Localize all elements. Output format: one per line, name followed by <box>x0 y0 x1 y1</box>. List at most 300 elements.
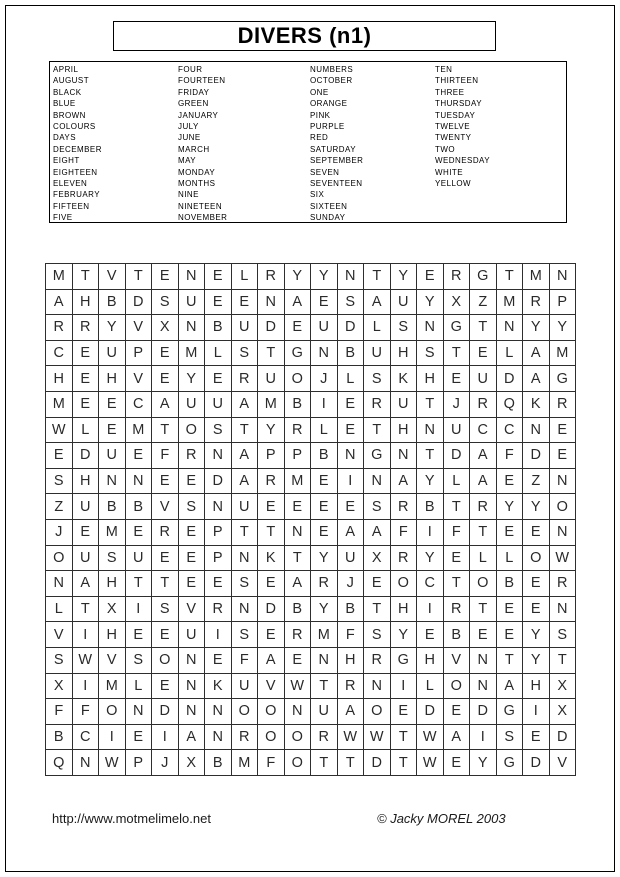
grid-cell: T <box>470 520 497 546</box>
grid-cell: G <box>497 750 524 776</box>
grid-cell: Q <box>46 750 73 776</box>
grid-cell: S <box>338 290 365 316</box>
grid-cell: E <box>285 494 312 520</box>
grid-cell: E <box>205 648 232 674</box>
word-item: DECEMBER <box>53 144 102 154</box>
grid-cell: U <box>311 315 338 341</box>
grid-cell: S <box>364 494 391 520</box>
word-item: TWO <box>435 144 456 154</box>
grid-cell: H <box>46 366 73 392</box>
grid-cell: S <box>46 469 73 495</box>
word-item: MONDAY <box>178 167 216 177</box>
word-item: SUNDAY <box>310 213 346 223</box>
grid-cell: U <box>470 366 497 392</box>
word-list-column <box>435 64 490 189</box>
grid-cell: L <box>364 315 391 341</box>
grid-cell: E <box>152 469 179 495</box>
grid-cell: C <box>497 418 524 444</box>
grid-cell: W <box>285 674 312 700</box>
word-item: PURPLE <box>310 122 345 132</box>
word-item: GREEN <box>178 99 209 109</box>
grid-cell: A <box>497 674 524 700</box>
grid-cell: S <box>179 494 206 520</box>
grid-cell: R <box>391 494 418 520</box>
grid-cell: R <box>46 315 73 341</box>
grid-cell: E <box>152 366 179 392</box>
grid-cell: S <box>391 315 418 341</box>
grid-cell: E <box>258 571 285 597</box>
grid-cell: A <box>285 290 312 316</box>
grid-cell: C <box>73 725 100 751</box>
grid-cell: A <box>285 571 312 597</box>
grid-cell: E <box>311 494 338 520</box>
grid-cell: T <box>444 341 471 367</box>
grid-cell: N <box>126 699 153 725</box>
word-item: THURSDAY <box>435 99 483 109</box>
grid-cell: T <box>126 264 153 290</box>
grid-cell: Y <box>391 622 418 648</box>
grid-cell: Y <box>391 264 418 290</box>
grid-cell: E <box>338 494 365 520</box>
grid-cell: T <box>232 418 259 444</box>
grid-cell: B <box>205 315 232 341</box>
grid-cell: T <box>391 725 418 751</box>
word-list-box <box>49 61 567 223</box>
grid-cell: L <box>497 341 524 367</box>
grid-cell: E <box>311 469 338 495</box>
grid-cell: P <box>258 443 285 469</box>
word-item: FIFTEEN <box>53 201 90 211</box>
grid-cell: Y <box>523 315 550 341</box>
grid-cell: N <box>46 571 73 597</box>
word-item: AUGUST <box>53 76 90 86</box>
grid-cell: Y <box>311 264 338 290</box>
grid-cell: K <box>391 366 418 392</box>
page-title: DIVERS (n1) <box>237 23 372 48</box>
grid-cell: R <box>550 392 577 418</box>
grid-cell: A <box>364 290 391 316</box>
grid-cell: A <box>523 366 550 392</box>
grid-cell: B <box>46 725 73 751</box>
grid-cell: D <box>364 750 391 776</box>
grid-cell: R <box>364 648 391 674</box>
grid-cell: F <box>497 443 524 469</box>
word-item: ONE <box>310 87 329 97</box>
word-item: SEPTEMBER <box>310 156 364 166</box>
grid-cell: E <box>126 443 153 469</box>
grid-cell: E <box>179 571 206 597</box>
grid-cell: B <box>285 392 312 418</box>
grid-cell: J <box>311 366 338 392</box>
word-item: ORANGE <box>310 99 348 109</box>
grid-cell: N <box>258 290 285 316</box>
grid-cell: R <box>470 392 497 418</box>
grid-cell: D <box>338 315 365 341</box>
grid-cell: N <box>364 674 391 700</box>
grid-cell: E <box>232 290 259 316</box>
grid-cell: L <box>338 366 365 392</box>
grid-cell: U <box>232 674 259 700</box>
grid-cell: B <box>205 750 232 776</box>
grid-cell: E <box>258 494 285 520</box>
grid-cell: Y <box>550 315 577 341</box>
grid-cell: P <box>285 443 312 469</box>
grid-cell: G <box>364 443 391 469</box>
grid-cell: O <box>179 418 206 444</box>
grid-cell: I <box>73 674 100 700</box>
grid-cell: N <box>205 494 232 520</box>
word-item: FEBRUARY <box>53 190 101 200</box>
grid-cell: A <box>232 469 259 495</box>
grid-cell: T <box>73 597 100 623</box>
grid-cell: Z <box>523 469 550 495</box>
word-item: NINE <box>178 190 199 200</box>
grid-cell: U <box>179 622 206 648</box>
grid-cell: E <box>152 341 179 367</box>
word-item: WHITE <box>435 167 464 177</box>
word-item: OCTOBER <box>310 76 353 86</box>
grid-cell: E <box>470 622 497 648</box>
grid-cell: E <box>73 366 100 392</box>
grid-cell: E <box>523 571 550 597</box>
grid-cell: T <box>497 648 524 674</box>
grid-cell: G <box>470 264 497 290</box>
grid-cell: N <box>497 315 524 341</box>
grid-cell: H <box>391 341 418 367</box>
grid-cell: R <box>311 725 338 751</box>
grid-cell: W <box>338 725 365 751</box>
grid-cell: A <box>232 443 259 469</box>
grid-cell: Z <box>46 494 73 520</box>
grid-cell: O <box>46 546 73 572</box>
grid-cell: L <box>232 264 259 290</box>
grid-cell: V <box>258 674 285 700</box>
grid-cell: P <box>205 520 232 546</box>
grid-cell: E <box>258 622 285 648</box>
grid-cell: F <box>232 648 259 674</box>
grid-cell: T <box>364 264 391 290</box>
grid-cell: T <box>550 648 577 674</box>
grid-cell: V <box>152 494 179 520</box>
grid-cell: O <box>285 750 312 776</box>
grid-cell: E <box>46 443 73 469</box>
grid-cell: C <box>470 418 497 444</box>
grid-cell: M <box>258 392 285 418</box>
grid-cell: L <box>73 418 100 444</box>
word-item: EIGHT <box>53 156 80 166</box>
grid-cell: V <box>46 622 73 648</box>
grid-cell: M <box>497 290 524 316</box>
grid-cell: H <box>391 597 418 623</box>
grid-cell: N <box>550 597 577 623</box>
grid-cell: L <box>417 674 444 700</box>
grid-cell: E <box>444 750 471 776</box>
grid-cell: A <box>258 648 285 674</box>
grid-cell: D <box>126 290 153 316</box>
grid-cell: T <box>417 392 444 418</box>
word-item: TWENTY <box>435 133 472 143</box>
grid-cell: D <box>550 725 577 751</box>
grid-cell: Y <box>311 597 338 623</box>
grid-cell: E <box>152 674 179 700</box>
grid-cell: S <box>99 546 126 572</box>
word-item: COLOURS <box>53 122 96 132</box>
grid-cell: E <box>285 315 312 341</box>
grid-cell: O <box>258 725 285 751</box>
grid-cell: T <box>73 264 100 290</box>
grid-cell: E <box>497 622 524 648</box>
grid-cell: D <box>258 597 285 623</box>
grid-cell: H <box>99 622 126 648</box>
grid-cell: B <box>285 597 312 623</box>
grid-cell: Y <box>523 622 550 648</box>
grid-cell: T <box>258 520 285 546</box>
grid-cell: U <box>205 392 232 418</box>
grid-cell: A <box>444 725 471 751</box>
word-list-column <box>53 64 102 224</box>
grid-cell: D <box>444 443 471 469</box>
grid-cell: J <box>152 750 179 776</box>
grid-cell: E <box>152 264 179 290</box>
grid-cell: D <box>258 315 285 341</box>
grid-cell: E <box>338 418 365 444</box>
grid-cell: I <box>391 674 418 700</box>
word-item: YELLOW <box>435 179 472 189</box>
word-item: SEVENTEEN <box>310 179 363 189</box>
grid-cell: N <box>338 443 365 469</box>
grid-cell: T <box>338 750 365 776</box>
grid-cell: W <box>364 725 391 751</box>
grid-cell: E <box>444 546 471 572</box>
grid-cell: X <box>46 674 73 700</box>
grid-cell: S <box>232 341 259 367</box>
grid-cell: L <box>126 674 153 700</box>
grid-cell: B <box>338 341 365 367</box>
grid-cell: N <box>179 648 206 674</box>
grid-cell: N <box>232 597 259 623</box>
word-item: NOVEMBER <box>178 213 228 223</box>
word-item: MONTHS <box>178 179 216 189</box>
grid-cell: I <box>417 597 444 623</box>
grid-cell: S <box>232 622 259 648</box>
grid-cell: U <box>258 366 285 392</box>
grid-cell: E <box>497 597 524 623</box>
grid-cell: F <box>258 750 285 776</box>
grid-cell: G <box>550 366 577 392</box>
grid-cell: A <box>338 520 365 546</box>
grid-cell: U <box>232 315 259 341</box>
grid-cell: T <box>152 571 179 597</box>
grid-cell: D <box>523 443 550 469</box>
grid-cell: T <box>258 341 285 367</box>
grid-cell: U <box>338 546 365 572</box>
grid-cell: L <box>311 418 338 444</box>
grid-cell: S <box>364 366 391 392</box>
grid-cell: T <box>311 750 338 776</box>
grid-cell: M <box>232 750 259 776</box>
grid-cell: N <box>470 674 497 700</box>
word-item: TUESDAY <box>435 110 476 120</box>
grid-cell: K <box>523 392 550 418</box>
grid-cell: O <box>444 674 471 700</box>
grid-cell: U <box>232 494 259 520</box>
grid-cell: E <box>523 597 550 623</box>
word-item: JULY <box>178 122 199 132</box>
grid-cell: R <box>444 597 471 623</box>
grid-cell: H <box>73 469 100 495</box>
grid-cell: T <box>126 571 153 597</box>
grid-cell: N <box>179 315 206 341</box>
word-item: WEDNESDAY <box>435 156 491 166</box>
word-item: FIVE <box>53 213 73 223</box>
grid-cell: N <box>232 546 259 572</box>
grid-cell: D <box>497 366 524 392</box>
grid-cell: B <box>126 494 153 520</box>
grid-cell: Y <box>417 546 444 572</box>
grid-cell: H <box>417 648 444 674</box>
grid-cell: M <box>523 264 550 290</box>
grid-cell: N <box>470 648 497 674</box>
grid-cell: E <box>179 469 206 495</box>
grid-cell: T <box>470 315 497 341</box>
grid-cell: W <box>550 546 577 572</box>
grid-cell: W <box>46 418 73 444</box>
grid-cell: X <box>550 674 577 700</box>
grid-cell: R <box>550 571 577 597</box>
grid-cell: H <box>73 290 100 316</box>
grid-cell: M <box>46 392 73 418</box>
grid-cell: Y <box>179 366 206 392</box>
grid-cell: R <box>364 392 391 418</box>
grid-cell: Y <box>285 264 312 290</box>
word-item: MAY <box>178 156 197 166</box>
word-item: FOUR <box>178 65 203 74</box>
word-item: NINETEEN <box>178 201 223 211</box>
grid-cell: T <box>444 571 471 597</box>
grid-cell: G <box>285 341 312 367</box>
grid-cell: A <box>73 571 100 597</box>
grid-cell: N <box>179 674 206 700</box>
grid-cell: F <box>73 699 100 725</box>
word-item: JUNE <box>178 133 201 143</box>
grid-cell: M <box>46 264 73 290</box>
grid-cell: M <box>126 418 153 444</box>
grid-cell: O <box>523 546 550 572</box>
grid-cell: N <box>99 469 126 495</box>
grid-cell: I <box>205 622 232 648</box>
grid-cell: R <box>205 597 232 623</box>
grid-cell: P <box>205 546 232 572</box>
grid-cell: Y <box>470 750 497 776</box>
word-item: RED <box>310 133 329 143</box>
grid-cell: N <box>550 469 577 495</box>
grid-cell: O <box>364 699 391 725</box>
grid-cell: N <box>338 264 365 290</box>
grid-cell: U <box>73 546 100 572</box>
grid-cell: I <box>470 725 497 751</box>
word-item: BLUE <box>53 99 76 109</box>
grid-cell: M <box>311 622 338 648</box>
grid-cell: O <box>258 699 285 725</box>
grid-cell: J <box>46 520 73 546</box>
grid-cell: R <box>258 264 285 290</box>
grid-cell: E <box>205 290 232 316</box>
grid-cell: R <box>311 571 338 597</box>
grid-cell: U <box>179 290 206 316</box>
grid-cell: D <box>523 750 550 776</box>
grid-cell: R <box>232 725 259 751</box>
grid-cell: R <box>152 520 179 546</box>
grid-cell: S <box>497 725 524 751</box>
grid-cell: B <box>99 290 126 316</box>
grid-cell: E <box>205 571 232 597</box>
grid-cell: Y <box>311 546 338 572</box>
grid-cell: N <box>285 520 312 546</box>
grid-cell: Y <box>417 290 444 316</box>
grid-cell: H <box>417 366 444 392</box>
grid-cell: R <box>391 546 418 572</box>
word-item: BLACK <box>53 87 82 97</box>
grid-cell: G <box>444 315 471 341</box>
grid-cell: O <box>285 725 312 751</box>
grid-cell: Y <box>258 418 285 444</box>
grid-cell: I <box>338 469 365 495</box>
grid-cell: N <box>417 418 444 444</box>
grid-cell: L <box>205 341 232 367</box>
word-item: JANUARY <box>178 110 219 120</box>
grid-cell: N <box>73 750 100 776</box>
grid-cell: E <box>152 546 179 572</box>
grid-cell: F <box>338 622 365 648</box>
grid-cell: N <box>364 469 391 495</box>
grid-cell: S <box>126 648 153 674</box>
grid-cell: O <box>550 494 577 520</box>
grid-cell: B <box>99 494 126 520</box>
word-item: MARCH <box>178 144 210 154</box>
grid-cell: U <box>391 392 418 418</box>
grid-cell: Y <box>523 648 550 674</box>
grid-cell: X <box>444 290 471 316</box>
grid-cell: H <box>391 418 418 444</box>
grid-cell: E <box>444 366 471 392</box>
grid-cell: T <box>417 443 444 469</box>
grid-cell: A <box>179 725 206 751</box>
word-item: PINK <box>310 110 331 120</box>
grid-cell: X <box>179 750 206 776</box>
grid-cell: I <box>417 520 444 546</box>
grid-cell: L <box>470 546 497 572</box>
grid-cell: R <box>179 443 206 469</box>
grid-cell: E <box>126 622 153 648</box>
grid-cell: M <box>550 341 577 367</box>
grid-cell: N <box>523 418 550 444</box>
grid-cell: E <box>470 341 497 367</box>
grid-cell: G <box>391 648 418 674</box>
grid-cell: F <box>46 699 73 725</box>
grid-cell: E <box>205 366 232 392</box>
grid-cell: E <box>126 520 153 546</box>
grid-cell: I <box>311 392 338 418</box>
grid-cell: I <box>126 597 153 623</box>
grid-cell: E <box>73 341 100 367</box>
grid-cell: I <box>152 725 179 751</box>
grid-cell: O <box>285 366 312 392</box>
grid-cell: V <box>550 750 577 776</box>
word-item: SEVEN <box>310 167 340 177</box>
grid-cell: W <box>417 750 444 776</box>
word-list-column <box>178 64 227 224</box>
letter-grid <box>45 263 576 776</box>
